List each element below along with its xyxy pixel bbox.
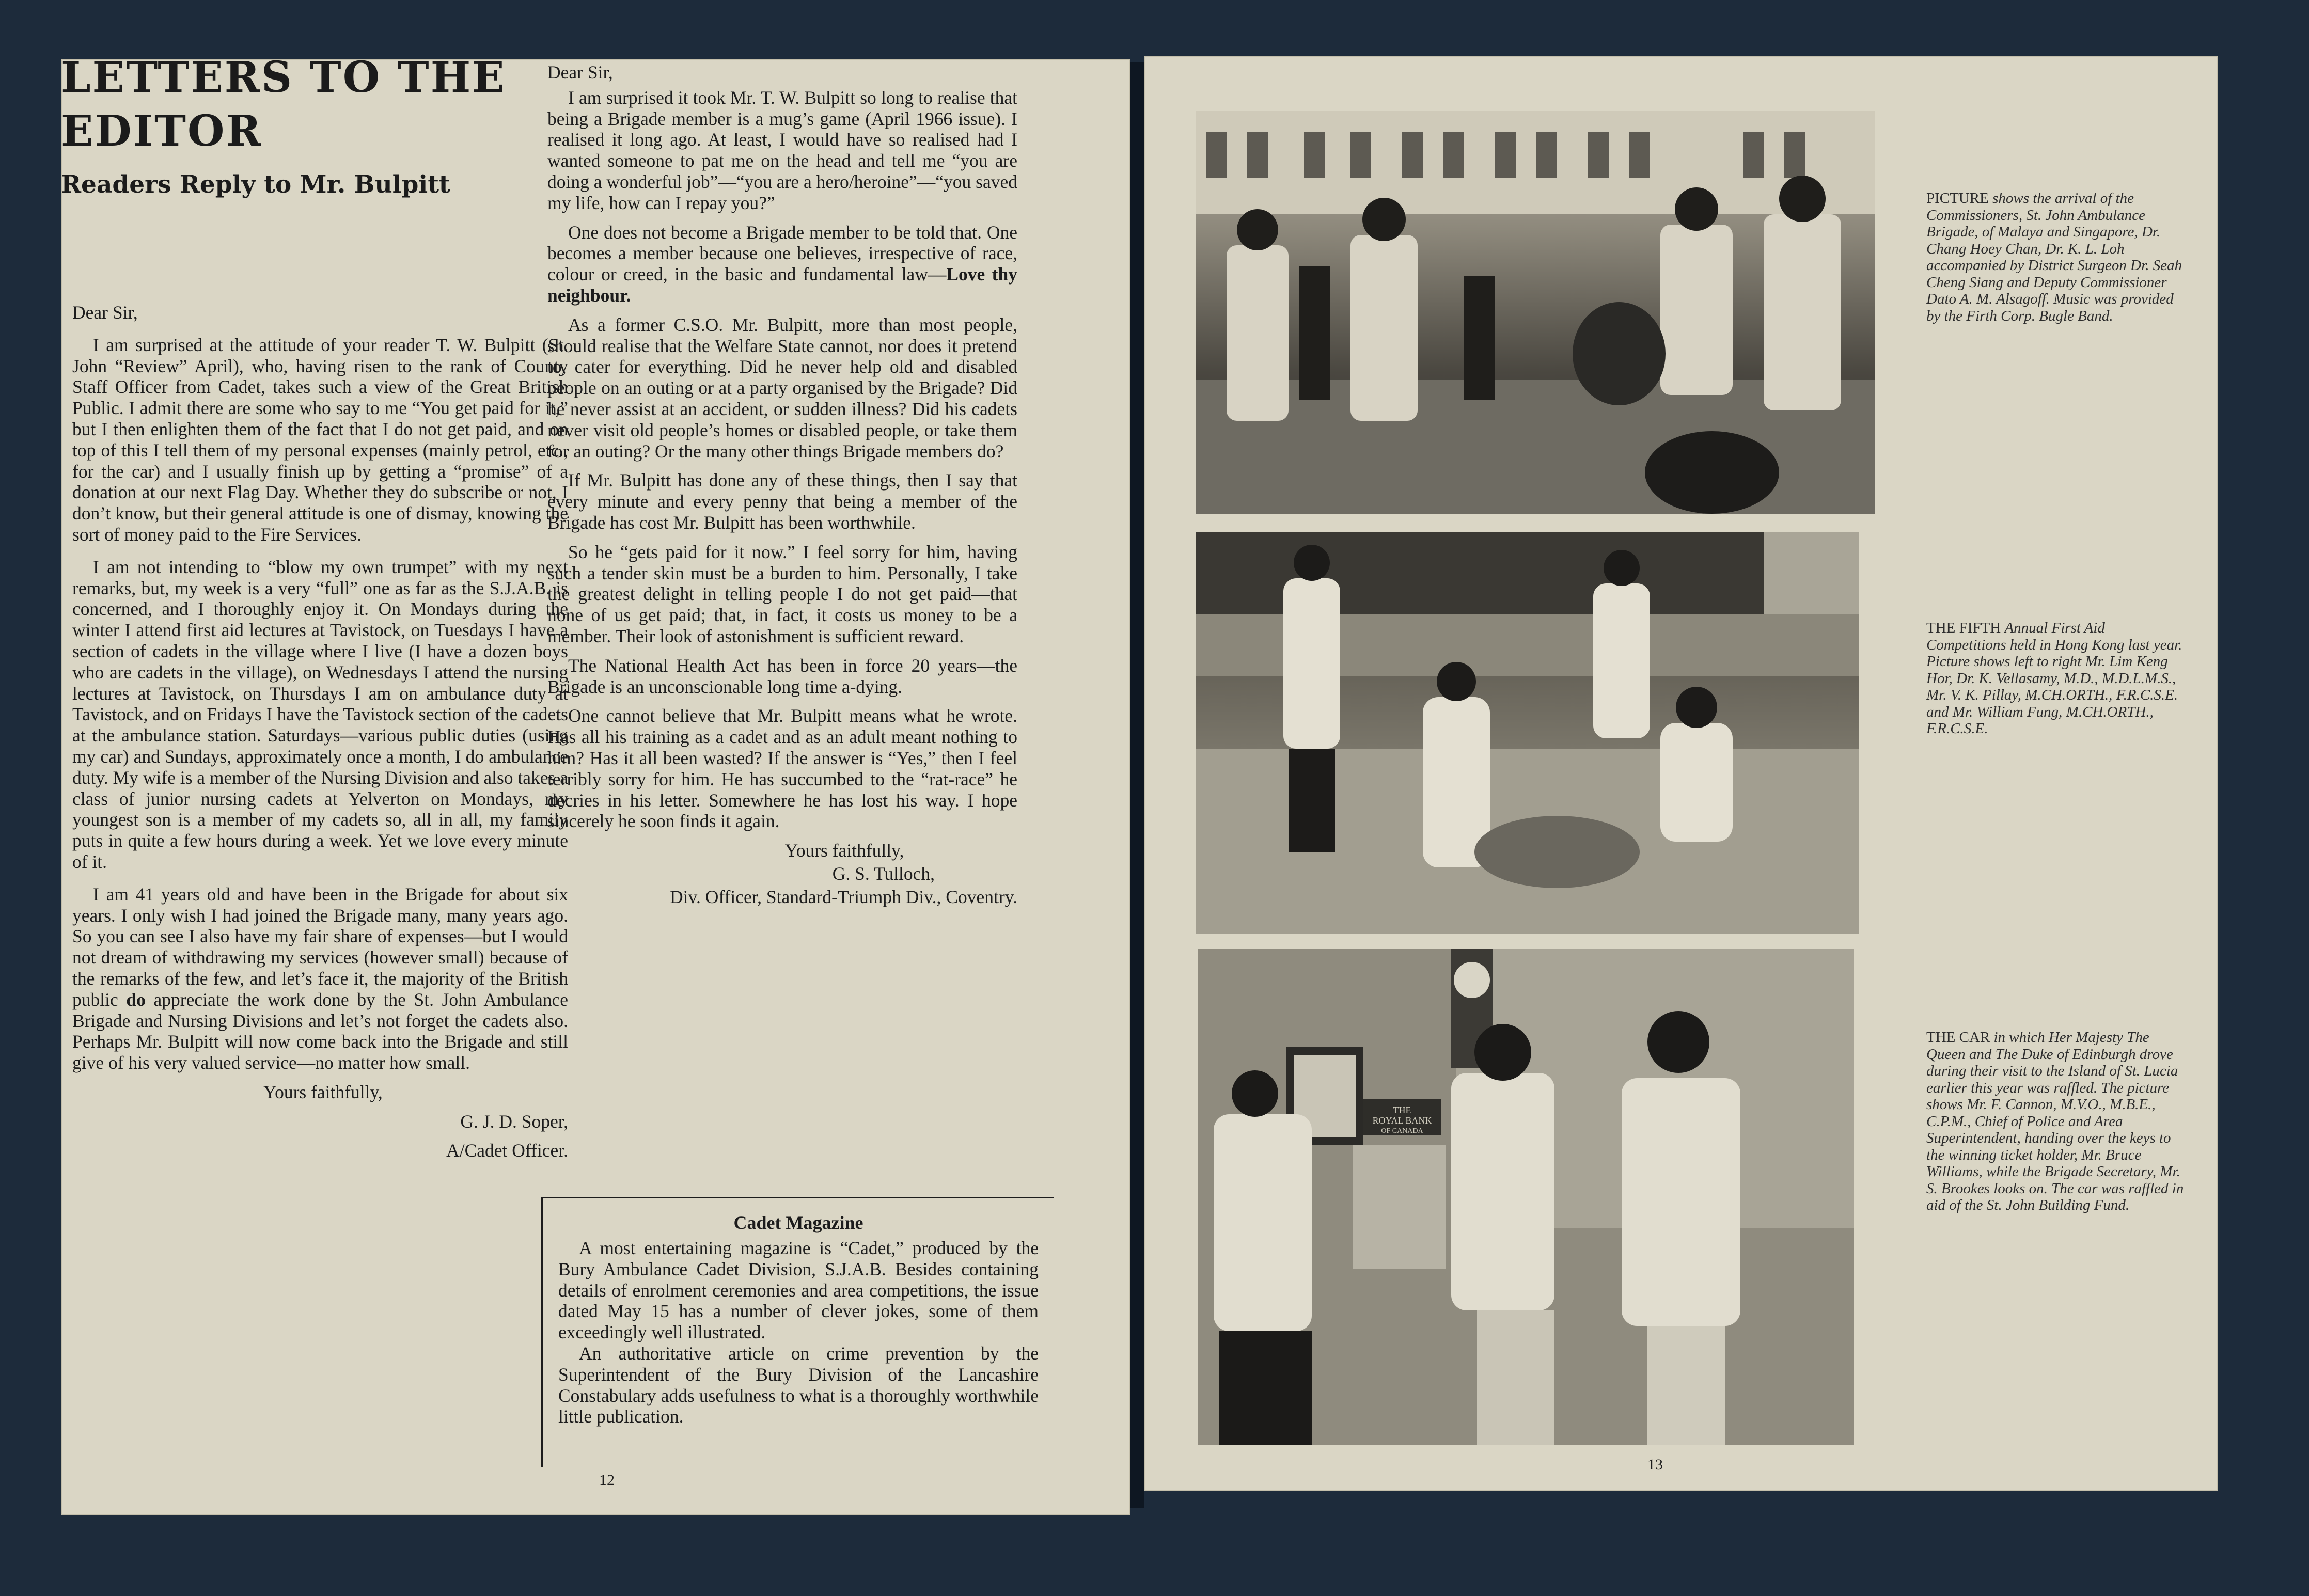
letter-tulloch xyxy=(547,62,1017,909)
caption-lead: THE FIFTH xyxy=(1926,620,2001,636)
photo-first-aid-competition xyxy=(1196,532,1859,934)
signature-block xyxy=(72,1082,568,1161)
page-gutter xyxy=(1130,62,1144,1508)
letter-paragraph: I am surprised at the attitude of your reader T. W. Bulpitt (St. John “Review” April), who, having risen to the rank of County Staff Officer from Cadet, takes such a view of the Great British Public. I admit there are some who say to me “You get paid for it,” but I then enlighten them of the fact that I do not get paid, and on top of this I tell them of my personal expenses (mainly petrol, etc., for the car) and I usually finish up by getting a “promise” of a donation at our next Flag Day. Whether they do subscribe or not, I don’t know, but their general attitude is one of dismay, knowing the sort of money paid to the Fire Services. xyxy=(72,334,568,545)
photo-car-raffle xyxy=(1198,949,1854,1445)
page-number-right: 13 xyxy=(1647,1456,1663,1473)
caption-photo-1 xyxy=(1926,190,2185,324)
letter-salutation: Dear Sir, xyxy=(547,62,613,83)
signatory-title: Div. Officer, Standard-Triumph Div., Coventry. xyxy=(670,886,1017,907)
letter-paragraph: I am not intending to “blow my own trumpet” with my next remarks, but, my week is a very “full” one as far as the S.J.A.B. is concerned, and I thoroughly enjoy it. On Mondays during the winter I attend first aid lectures at Tavistock, on Tuesdays I have a section of cadets in the village where I live (I have a dozen boys who are cadets in the village), on Wednesdays I attend the nursing lectures at Tavistock, on Thursdays I am on ambulance duty at Tavistock, and on Fridays I have the Tavistock section of the cadets at the ambulance station. Saturdays—various public duties (using my car) and Sundays, approximately once a month, I do ambulance duty. My wife is a member of the Nursing Division and also takes a class of junior nursing cadets at Yelverton on Mondays, my youngest son is a member of my cadets so, all in all, my family puts in quite a few hours during a week. Yet we love every minute of it. xyxy=(72,556,568,872)
caption-text: Annual First Aid Competitions held in Hong Kong last year. Picture shows left to right Mr. Lim Keng Hor, Dr. K. Vellasamy, M.D., M.D.L.M.S., Mr. V. K. Pillay, M.CH.ORTH., F.R.C.S.E. and Mr. William Fung, M.CH.ORTH., F.R.C.S.E. xyxy=(1926,620,2182,737)
photo-illustration xyxy=(1196,532,1859,934)
page-subheadline: Readers Reply to Mr. Bulpitt xyxy=(61,170,450,199)
headline-line-1: LETTERS TO THE xyxy=(61,53,506,102)
photo-illustration xyxy=(1198,949,1854,1445)
box-paragraph: A most entertaining magazine is “Cadet,” produced by the Bury Ambulance Cadet Division, S.J.A.B. Besides containing details of enrolment ceremonies and area competitions, the issue dated May 15 has a number of clever jokes, some of them exceedingly well illustrated. xyxy=(558,1238,1039,1343)
emphasis-text: do xyxy=(126,989,146,1010)
letter-paragraph: One cannot believe that Mr. Bulpitt means what he wrote. Has all his training as a cadet and as an adult meant nothing to him? Has it all been wasted? If the answer is “Yes,” then I feel terribly sorry for him. He has succumbed to the “rat-race” he decries in his letter. Somewhere he has lost his way. I hope sincerely he soon finds it again. xyxy=(547,705,1017,832)
text-run: I am 41 years old and have been in the Brigade for about six years. I only wish I had joined the Brigade many, many years ago. So you can see I also have my fair share of expenses—but I would not dream of withdrawing my services (however small) because of the remarks of the few, and let’s face it, the majority of the British public xyxy=(72,883,568,1010)
box-paragraph: An authoritative article on crime prevention by the Superintendent of the Bury Division of the Lancashire Constabulary adds usefulness to what is a thoroughly worthwhile little publication. xyxy=(558,1342,1039,1427)
letter-paragraph: If Mr. Bulpitt has done any of these things, then I say that every minute and every penny that being a member of the Brigade has cost Mr. Bulpitt has been worthwhile. xyxy=(547,470,1017,533)
photo-commissioners-arrival xyxy=(1196,111,1875,514)
letter-paragraph: As a former C.S.O. Mr. Bulpitt, more than most people, should realise that the Welfare State cannot, nor does it pretend to, cater for everything. Did he never help old and disabled people on an outing or at a party organised by the Brigade? Did he never assist at an accident, or sudden illness? Did his cadets never visit old people’s homes or disabled people, or take them for an outing? Or the many other things Brigade members do? xyxy=(547,314,1017,462)
text-run: appreciate the work done by the St. John Ambulance Brigade and Nursing Divisions and let’s not forget the cadets also. Perhaps Mr. Bulpitt will now come back into the Brigade and still give of his very valued service—no matter how small. xyxy=(72,989,569,1073)
emphasis-text: Love thy neighbour. xyxy=(547,264,1018,306)
letter-paragraph xyxy=(72,884,568,1073)
caption-photo-3 xyxy=(1926,1029,2185,1214)
letter-soper xyxy=(72,302,568,1170)
caption-text: shows the arrival of the Commissioners, St. John Ambulance Brigade, of Malaya and Singapore, Dr. Chang Hoey Chan, Dr. K. L. Loh accompanied by District Surgeon Dr. Seah Cheng Siang and Deputy Commissioner Dato A. M. Alsagoff. Music was provided by the Firth Corp. Bugle Band. xyxy=(1926,190,2182,324)
signatory-title: A/Cadet Officer. xyxy=(446,1140,568,1161)
caption-lead: THE CAR xyxy=(1926,1029,1990,1046)
caption-photo-2 xyxy=(1926,620,2185,737)
sign-text-line-3: OF CANADA xyxy=(1381,1127,1423,1135)
photo-illustration xyxy=(1196,111,1875,514)
page-number-left: 12 xyxy=(599,1472,615,1489)
text-run: One does not become a Brigade member to be told that. One becomes a member because one believes, irrespective of race, colour or creed, in the basic and fundamental law— xyxy=(547,222,1017,285)
box-body xyxy=(543,1238,1054,1427)
letter-salutation: Dear Sir, xyxy=(72,302,138,323)
letter-paragraph: I am surprised it took Mr. T. W. Bulpitt so long to realise that being a Brigade member is a mug’s game (April 1966 issue). I realised it long ago. At least, I would have so realised had I wanted someone to pat me on the head and tell me “you are doing a wonderful job”—“you are a hero/heroine”—“you saved my life, how can I repay you?” xyxy=(547,87,1017,213)
letter-closing: Yours faithfully, xyxy=(784,840,904,861)
letter-paragraph xyxy=(547,222,1017,306)
signatory-name: G. S. Tulloch, xyxy=(832,863,935,884)
box-title: Cadet Magazine xyxy=(733,1212,863,1233)
letter-paragraph: The National Health Act has been in force 20 years—the Brigade is an unconscionable long time a-dying. xyxy=(547,655,1017,697)
letter-paragraph: So he “gets paid for it now.” I feel sorry for him, having such a tender skin must be a burden to him. Personally, I take the greatest delight in telling people I do not get paid—that none of us get paid; that, in fact, it costs us money to be a member. Their look of astonishment is sufficient reward. xyxy=(547,541,1017,646)
caption-text: in which Her Majesty The Queen and The Duke of Edinburgh drove during their visit to the Island of St. Lucia earlier this year was raffled. The picture shows Mr. F. Cannon, M.V.O., M.B.E., C.P.M., Chief of Police and Area Superintendent, handing over the keys to the winning ticket holder, Mr. Bruce Williams, while the Brigade Secretary, Mr. S. Brookes looks on. The car was raffled in aid of the St. John Building Fund. xyxy=(1926,1029,2184,1213)
headline-line-2: EDITOR xyxy=(61,106,263,156)
page-headline xyxy=(61,51,577,158)
sign-text-line-1: THE xyxy=(1393,1105,1411,1115)
letter-closing: Yours faithfully, xyxy=(263,1081,383,1102)
signatory-name: G. J. D. Soper, xyxy=(460,1111,568,1132)
cadet-magazine-box xyxy=(541,1197,1054,1467)
caption-lead: PICTURE xyxy=(1926,190,1989,207)
sign-text-line-2: ROYAL BANK xyxy=(1372,1115,1432,1126)
